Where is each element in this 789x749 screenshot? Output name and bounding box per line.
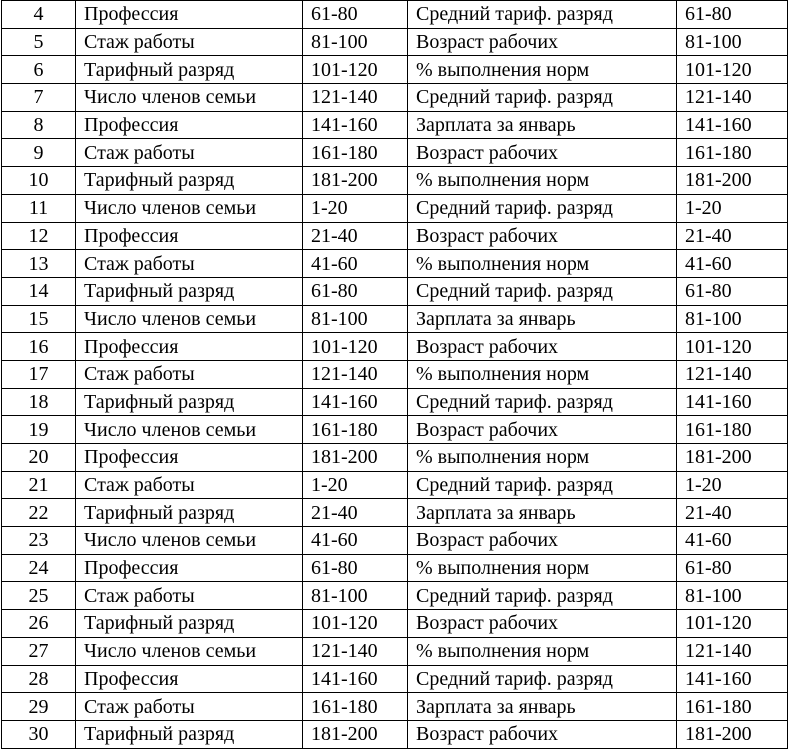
range-1-cell: 1-20 [303, 194, 408, 222]
variant-number-cell: 26 [2, 610, 76, 638]
attribute-1-cell: Тарифный разряд [76, 499, 303, 527]
table-row [2, 610, 788, 638]
table-row [2, 56, 788, 84]
table-row [2, 139, 788, 167]
range-2-cell: 41-60 [677, 250, 788, 278]
attribute-1-cell: Профессия [76, 111, 303, 139]
variants-table-body [2, 1, 788, 749]
table-row [2, 360, 788, 388]
attribute-1-cell: Тарифный разряд [76, 388, 303, 416]
variant-number-cell: 18 [2, 388, 76, 416]
attribute-1-cell: Стаж работы [76, 250, 303, 278]
attribute-1-cell: Тарифный разряд [76, 720, 303, 748]
variant-number-cell: 20 [2, 444, 76, 472]
attribute-2-cell: Возраст рабочих [408, 720, 677, 748]
variant-number-cell: 25 [2, 582, 76, 610]
attribute-2-cell: Возраст рабочих [408, 610, 677, 638]
attribute-2-cell: Возраст рабочих [408, 416, 677, 444]
attribute-1-cell: Профессия [76, 1, 303, 29]
attribute-2-cell: Средний тариф. разряд [408, 277, 677, 305]
range-2-cell: 81-100 [677, 28, 788, 56]
table-row [2, 84, 788, 112]
range-2-cell: 141-160 [677, 111, 788, 139]
range-1-cell: 121-140 [303, 360, 408, 388]
attribute-1-cell: Стаж работы [76, 693, 303, 721]
variant-number-cell: 11 [2, 194, 76, 222]
attribute-2-cell: Средний тариф. разряд [408, 84, 677, 112]
variant-number-cell: 12 [2, 222, 76, 250]
table-row [2, 167, 788, 195]
range-1-cell: 41-60 [303, 527, 408, 555]
range-1-cell: 181-200 [303, 167, 408, 195]
attribute-1-cell: Стаж работы [76, 471, 303, 499]
range-2-cell: 121-140 [677, 360, 788, 388]
range-2-cell: 61-80 [677, 277, 788, 305]
variant-number-cell: 23 [2, 527, 76, 555]
attribute-2-cell: % выполнения норм [408, 56, 677, 84]
variant-number-cell: 28 [2, 665, 76, 693]
range-1-cell: 21-40 [303, 499, 408, 527]
table-row [2, 527, 788, 555]
variant-number-cell: 13 [2, 250, 76, 278]
range-2-cell: 1-20 [677, 194, 788, 222]
table-row [2, 693, 788, 721]
table-row [2, 1, 788, 29]
attribute-1-cell: Профессия [76, 665, 303, 693]
attribute-1-cell: Профессия [76, 333, 303, 361]
variant-number-cell: 17 [2, 360, 76, 388]
attribute-2-cell: Возраст рабочих [408, 333, 677, 361]
attribute-2-cell: Зарплата за январь [408, 305, 677, 333]
range-1-cell: 101-120 [303, 56, 408, 84]
range-2-cell: 1-20 [677, 471, 788, 499]
attribute-1-cell: Профессия [76, 222, 303, 250]
table-row [2, 554, 788, 582]
attribute-1-cell: Число членов семьи [76, 637, 303, 665]
range-2-cell: 61-80 [677, 554, 788, 582]
range-2-cell: 101-120 [677, 610, 788, 638]
range-1-cell: 61-80 [303, 554, 408, 582]
range-1-cell: 121-140 [303, 637, 408, 665]
table-row [2, 582, 788, 610]
table-row [2, 720, 788, 748]
attribute-1-cell: Тарифный разряд [76, 56, 303, 84]
table-row [2, 444, 788, 472]
attribute-2-cell: % выполнения норм [408, 250, 677, 278]
variant-number-cell: 27 [2, 637, 76, 665]
attribute-2-cell: Средний тариф. разряд [408, 388, 677, 416]
variant-number-cell: 9 [2, 139, 76, 167]
variants-table [1, 0, 788, 749]
range-1-cell: 181-200 [303, 444, 408, 472]
range-1-cell: 81-100 [303, 582, 408, 610]
range-1-cell: 121-140 [303, 84, 408, 112]
variant-number-cell: 22 [2, 499, 76, 527]
attribute-1-cell: Число членов семьи [76, 194, 303, 222]
range-1-cell: 101-120 [303, 610, 408, 638]
range-2-cell: 181-200 [677, 167, 788, 195]
range-1-cell: 61-80 [303, 277, 408, 305]
table-row [2, 222, 788, 250]
range-2-cell: 21-40 [677, 222, 788, 250]
range-2-cell: 41-60 [677, 527, 788, 555]
range-2-cell: 61-80 [677, 1, 788, 29]
attribute-2-cell: Средний тариф. разряд [408, 194, 677, 222]
range-1-cell: 1-20 [303, 471, 408, 499]
attribute-2-cell: Зарплата за январь [408, 499, 677, 527]
range-2-cell: 181-200 [677, 444, 788, 472]
attribute-2-cell: % выполнения норм [408, 360, 677, 388]
attribute-2-cell: % выполнения норм [408, 637, 677, 665]
range-2-cell: 161-180 [677, 693, 788, 721]
attribute-1-cell: Число членов семьи [76, 305, 303, 333]
table-row [2, 305, 788, 333]
table-row [2, 250, 788, 278]
table-row [2, 277, 788, 305]
range-1-cell: 141-160 [303, 111, 408, 139]
range-1-cell: 21-40 [303, 222, 408, 250]
attribute-2-cell: % выполнения норм [408, 444, 677, 472]
attribute-1-cell: Профессия [76, 554, 303, 582]
variant-number-cell: 7 [2, 84, 76, 112]
range-2-cell: 181-200 [677, 720, 788, 748]
variant-number-cell: 19 [2, 416, 76, 444]
variant-number-cell: 5 [2, 28, 76, 56]
range-2-cell: 21-40 [677, 499, 788, 527]
variant-number-cell: 10 [2, 167, 76, 195]
range-2-cell: 101-120 [677, 333, 788, 361]
range-1-cell: 141-160 [303, 665, 408, 693]
variant-number-cell: 29 [2, 693, 76, 721]
variant-number-cell: 24 [2, 554, 76, 582]
attribute-2-cell: Возраст рабочих [408, 527, 677, 555]
table-row [2, 333, 788, 361]
range-1-cell: 81-100 [303, 305, 408, 333]
attribute-1-cell: Стаж работы [76, 582, 303, 610]
table-row [2, 637, 788, 665]
table-row [2, 499, 788, 527]
attribute-2-cell: Зарплата за январь [408, 693, 677, 721]
variant-number-cell: 14 [2, 277, 76, 305]
variant-number-cell: 21 [2, 471, 76, 499]
range-1-cell: 161-180 [303, 416, 408, 444]
range-2-cell: 141-160 [677, 665, 788, 693]
range-2-cell: 121-140 [677, 84, 788, 112]
attribute-1-cell: Стаж работы [76, 360, 303, 388]
attribute-1-cell: Стаж работы [76, 28, 303, 56]
table-row [2, 388, 788, 416]
attribute-1-cell: Число членов семьи [76, 84, 303, 112]
attribute-1-cell: Число членов семьи [76, 527, 303, 555]
attribute-1-cell: Число членов семьи [76, 416, 303, 444]
range-1-cell: 181-200 [303, 720, 408, 748]
attribute-2-cell: % выполнения норм [408, 554, 677, 582]
range-2-cell: 101-120 [677, 56, 788, 84]
range-2-cell: 141-160 [677, 388, 788, 416]
range-1-cell: 141-160 [303, 388, 408, 416]
attribute-1-cell: Тарифный разряд [76, 610, 303, 638]
table-row [2, 194, 788, 222]
attribute-2-cell: % выполнения норм [408, 167, 677, 195]
attribute-2-cell: Возраст рабочих [408, 139, 677, 167]
table-row [2, 416, 788, 444]
attribute-2-cell: Средний тариф. разряд [408, 582, 677, 610]
table-row [2, 111, 788, 139]
attribute-2-cell: Средний тариф. разряд [408, 665, 677, 693]
attribute-1-cell: Профессия [76, 444, 303, 472]
attribute-1-cell: Тарифный разряд [76, 167, 303, 195]
attribute-2-cell: Средний тариф. разряд [408, 471, 677, 499]
variant-number-cell: 6 [2, 56, 76, 84]
attribute-2-cell: Возраст рабочих [408, 28, 677, 56]
range-1-cell: 41-60 [303, 250, 408, 278]
range-1-cell: 101-120 [303, 333, 408, 361]
variant-number-cell: 30 [2, 720, 76, 748]
range-2-cell: 121-140 [677, 637, 788, 665]
variant-number-cell: 16 [2, 333, 76, 361]
attribute-1-cell: Стаж работы [76, 139, 303, 167]
variant-number-cell: 4 [2, 1, 76, 29]
attribute-1-cell: Тарифный разряд [76, 277, 303, 305]
range-1-cell: 161-180 [303, 693, 408, 721]
table-row [2, 665, 788, 693]
range-1-cell: 81-100 [303, 28, 408, 56]
attribute-2-cell: Возраст рабочих [408, 222, 677, 250]
range-2-cell: 81-100 [677, 305, 788, 333]
table-row [2, 471, 788, 499]
table-row [2, 28, 788, 56]
attribute-2-cell: Зарплата за январь [408, 111, 677, 139]
range-2-cell: 81-100 [677, 582, 788, 610]
variant-number-cell: 15 [2, 305, 76, 333]
attribute-2-cell: Средний тариф. разряд [408, 1, 677, 29]
range-2-cell: 161-180 [677, 139, 788, 167]
range-1-cell: 61-80 [303, 1, 408, 29]
variant-number-cell: 8 [2, 111, 76, 139]
range-2-cell: 161-180 [677, 416, 788, 444]
range-1-cell: 161-180 [303, 139, 408, 167]
